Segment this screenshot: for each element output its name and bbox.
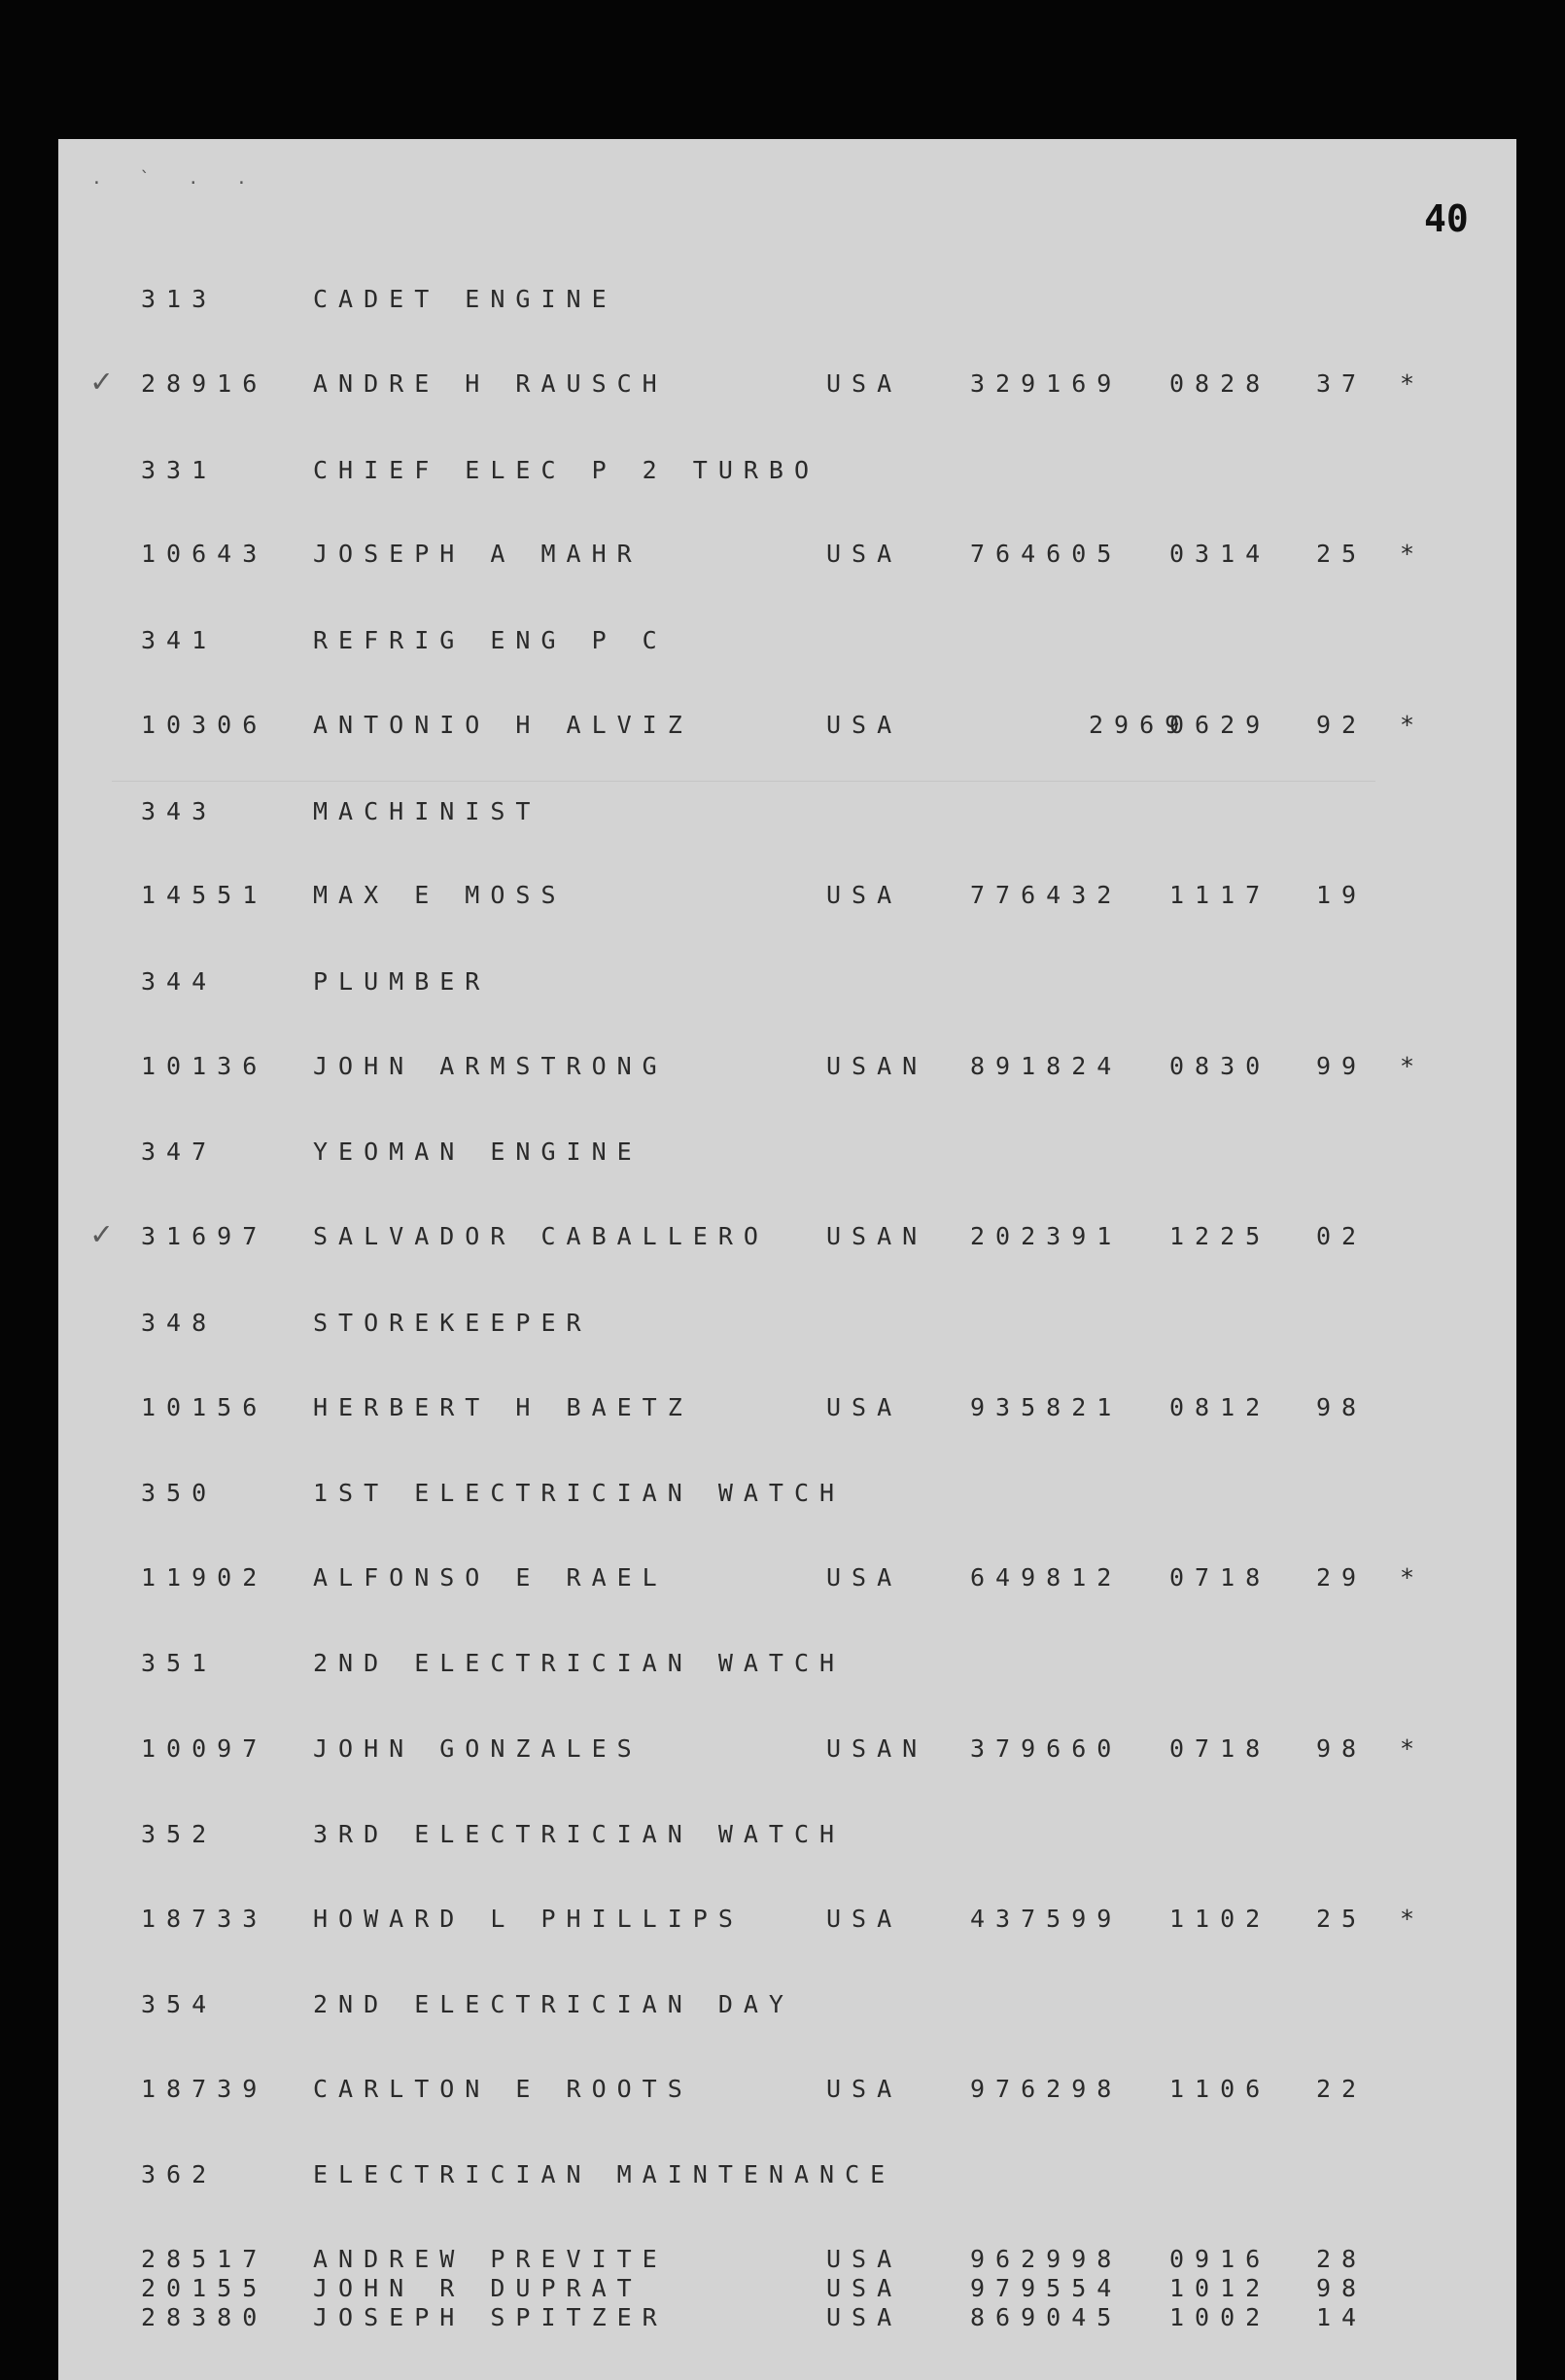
entry-value: 14 <box>1316 2303 1368 2331</box>
entry-country: USA <box>826 2303 903 2331</box>
section-title: 3RD ELECTRICIAN WATCH <box>313 1820 846 1848</box>
section-header <box>58 1309 1516 1348</box>
entry-date: 1117 <box>1169 881 1271 909</box>
section-header <box>58 1820 1516 1859</box>
entry-value: 25 <box>1316 540 1368 568</box>
entry-name: ANTONIO H ALVIZ <box>313 711 693 739</box>
roster-entry <box>58 540 1516 578</box>
entry-country: USA <box>826 1905 903 1933</box>
section-header <box>58 285 1516 324</box>
entry-number: 776432 <box>970 881 1123 909</box>
entry-date: 0314 <box>1169 540 1271 568</box>
entry-number: 976298 <box>970 2075 1123 2103</box>
entry-country: USA <box>826 1393 903 1421</box>
roster-entry <box>58 2075 1516 2114</box>
entry-name: HOWARD L PHILLIPS <box>313 1905 744 1933</box>
section-code: 341 <box>141 626 218 654</box>
section-title: 1ST ELECTRICIAN WATCH <box>313 1479 846 1507</box>
section-header <box>58 1479 1516 1518</box>
entry-name: SALVADOR CABALLERO <box>313 1222 769 1250</box>
section-code: 351 <box>141 1649 218 1677</box>
section-title: ELECTRICIAN MAINTENANCE <box>313 2160 896 2188</box>
entry-number: 2969 <box>1089 711 1191 739</box>
section-title: YEOMAN ENGINE <box>313 1138 643 1166</box>
section-header <box>58 1990 1516 2029</box>
entry-date: 0916 <box>1169 2245 1271 2273</box>
section-code: 347 <box>141 1138 218 1166</box>
entry-value: 29 <box>1316 1563 1368 1592</box>
entry-value: 28 <box>1316 2245 1368 2273</box>
entry-number: 891824 <box>970 1052 1123 1080</box>
roster-entry <box>58 1052 1516 1091</box>
entry-date: 1002 <box>1169 2303 1271 2331</box>
entry-star: * <box>1400 1734 1426 1763</box>
entry-id: 10097 <box>141 1734 268 1763</box>
entry-name: CARLTON E ROOTS <box>313 2075 693 2103</box>
entry-date: 1106 <box>1169 2075 1271 2103</box>
roster-entry <box>58 362 1516 408</box>
entry-name: JOSEPH SPITZER <box>313 2303 668 2331</box>
entry-id: 14551 <box>141 881 268 909</box>
entry-star: * <box>1400 1905 1426 1933</box>
section-header <box>58 797 1516 836</box>
roster-entry <box>58 1905 1516 1943</box>
section-header <box>58 626 1516 665</box>
section-header <box>58 967 1516 1006</box>
page-number: 40 <box>1424 197 1469 240</box>
entry-country: USA <box>826 2274 903 2302</box>
entry-name: ANDREW PREVITE <box>313 2245 668 2273</box>
entry-id: 20155 <box>141 2274 268 2302</box>
entry-country: USA <box>826 540 903 568</box>
entry-star: * <box>1400 1563 1426 1592</box>
entry-country: USA <box>826 881 903 909</box>
entry-number: 437599 <box>970 1905 1123 1933</box>
section-code: 313 <box>141 285 218 313</box>
section-title: MACHINIST <box>313 797 541 825</box>
entry-country: USAN <box>826 1734 928 1763</box>
entry-value: 25 <box>1316 1905 1368 1933</box>
entry-id: 10136 <box>141 1052 268 1080</box>
entry-value: 37 <box>1316 369 1368 398</box>
entry-id: 28517 <box>141 2245 268 2273</box>
entry-date: 0718 <box>1169 1563 1271 1592</box>
entry-country: USAN <box>826 1052 928 1080</box>
roster-entry <box>58 1734 1516 1773</box>
roster-entry <box>58 881 1516 920</box>
entry-number: 649812 <box>970 1563 1123 1592</box>
section-title: STOREKEEPER <box>313 1309 592 1337</box>
entry-id: 31697 <box>141 1222 268 1250</box>
entry-country: USA <box>826 1563 903 1592</box>
entry-id: 10156 <box>141 1393 268 1421</box>
entry-value: 02 <box>1316 1222 1368 1250</box>
section-title: 2ND ELECTRICIAN DAY <box>313 1990 794 2018</box>
section-header <box>58 1649 1516 1688</box>
entry-date: 1225 <box>1169 1222 1271 1250</box>
entry-date: 0629 <box>1169 711 1271 739</box>
section-code: 352 <box>141 1820 218 1848</box>
section-code: 362 <box>141 2160 218 2188</box>
entry-name: ALFONSO E RAEL <box>313 1563 668 1592</box>
entry-value: 99 <box>1316 1052 1368 1080</box>
entry-country: USAN <box>826 1222 928 1250</box>
entry-id: 18739 <box>141 2075 268 2103</box>
check-mark-icon: ✓ <box>91 362 112 401</box>
roster-entry <box>58 1214 1516 1261</box>
entry-value: 92 <box>1316 711 1368 739</box>
entry-id: 28916 <box>141 369 268 398</box>
entry-country: USA <box>826 711 903 739</box>
entry-country: USA <box>826 2075 903 2103</box>
entry-name: JOSEPH A MAHR <box>313 540 643 568</box>
entry-id: 11902 <box>141 1563 268 1592</box>
entry-id: 28380 <box>141 2303 268 2331</box>
entry-name: HERBERT H BAETZ <box>313 1393 693 1421</box>
paper-specks: . ` . . <box>91 168 261 189</box>
roster-entry <box>58 1393 1516 1432</box>
entry-value: 98 <box>1316 1734 1368 1763</box>
section-code: 344 <box>141 967 218 996</box>
entry-name: ANDRE H RAUSCH <box>313 369 668 398</box>
entry-star: * <box>1400 711 1426 739</box>
section-title: 2ND ELECTRICIAN WATCH <box>313 1649 846 1677</box>
entry-date: 1012 <box>1169 2274 1271 2302</box>
section-code: 343 <box>141 797 218 825</box>
entry-id: 10643 <box>141 540 268 568</box>
entry-number: 764605 <box>970 540 1123 568</box>
entry-star: * <box>1400 1052 1426 1080</box>
section-code: 350 <box>141 1479 218 1507</box>
entry-date: 1102 <box>1169 1905 1271 1933</box>
entry-number: 979554 <box>970 2274 1123 2302</box>
section-header <box>58 1138 1516 1176</box>
entry-value: 98 <box>1316 2274 1368 2302</box>
entry-name: JOHN R DUPRAT <box>313 2274 643 2302</box>
entry-name: MAX E MOSS <box>313 881 567 909</box>
entry-date: 0828 <box>1169 369 1271 398</box>
section-code: 348 <box>141 1309 218 1337</box>
section-code: 354 <box>141 1990 218 2018</box>
entry-id: 10306 <box>141 711 268 739</box>
section-title: CHIEF ELEC P 2 TURBO <box>313 456 820 484</box>
entry-name: JOHN ARMSTRONG <box>313 1052 668 1080</box>
entry-star: * <box>1400 540 1426 568</box>
entry-value: 98 <box>1316 1393 1368 1421</box>
entry-number: 379660 <box>970 1734 1123 1763</box>
entry-star: * <box>1400 369 1426 398</box>
section-header <box>58 456 1516 495</box>
entry-number: 962998 <box>970 2245 1123 2273</box>
entry-name: JOHN GONZALES <box>313 1734 643 1763</box>
entry-number: 869045 <box>970 2303 1123 2331</box>
entry-date: 0812 <box>1169 1393 1271 1421</box>
entry-number: 329169 <box>970 369 1123 398</box>
entry-id: 18733 <box>141 1905 268 1933</box>
entry-number: 202391 <box>970 1222 1123 1250</box>
section-title: PLUMBER <box>313 967 491 996</box>
entry-number: 935821 <box>970 1393 1123 1421</box>
document-page <box>58 139 1516 2380</box>
entry-country: USA <box>826 369 903 398</box>
entry-value: 19 <box>1316 881 1368 909</box>
entry-date: 0830 <box>1169 1052 1271 1080</box>
entry-value: 22 <box>1316 2075 1368 2103</box>
section-code: 331 <box>141 456 218 484</box>
roster-entry <box>58 711 1516 750</box>
section-title: REFRIG ENG P C <box>313 626 668 654</box>
roster-entry <box>58 2303 1516 2342</box>
entry-country: USA <box>826 2245 903 2273</box>
entry-date: 0718 <box>1169 1734 1271 1763</box>
faint-rule <box>112 781 1375 782</box>
section-title: CADET ENGINE <box>313 285 617 313</box>
check-mark-icon: ✓ <box>91 1214 112 1253</box>
section-header <box>58 2160 1516 2199</box>
roster-entry <box>58 1563 1516 1602</box>
